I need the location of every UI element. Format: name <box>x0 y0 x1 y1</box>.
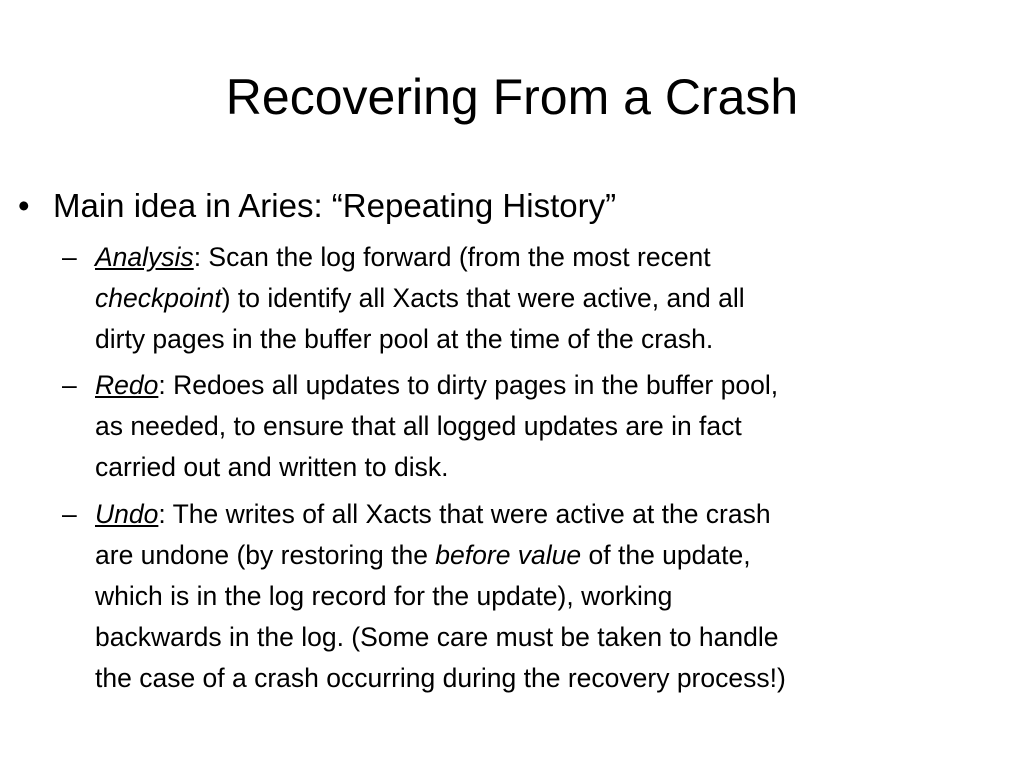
sub-bullet-dash: – <box>62 499 77 529</box>
undo-line-3: which is in the log record for the update), working <box>95 581 673 611</box>
bullet-dot: • <box>18 187 30 224</box>
before-value-term: before value <box>435 540 582 570</box>
redo-line-1 <box>95 365 778 406</box>
redo-line-1-text: : Redoes all updates to dirty pages in the buffer pool, <box>158 370 779 400</box>
sub-bullet-dash: – <box>62 242 77 272</box>
redo-line-3: carried out and written to disk. <box>95 452 449 482</box>
undo-line-4: backwards in the log. (Some care must be taken to handle <box>95 622 779 652</box>
undo-line-1-text: : The writes of all Xacts that were active at the crash <box>158 499 771 529</box>
undo-line-2 <box>95 535 751 576</box>
redo-line-2: as needed, to ensure that all logged updates are in fact <box>95 411 742 441</box>
redo-term: Redo <box>95 370 159 400</box>
checkpoint-term: checkpoint <box>95 283 222 313</box>
sub-bullet-dash: – <box>62 370 77 400</box>
analysis-line-2-text: ) to identify all Xacts that were active, and all <box>221 283 745 313</box>
analysis-term: Analysis <box>95 242 194 272</box>
undo-line-2-post: of the update, <box>581 540 751 570</box>
analysis-line-1 <box>95 237 711 278</box>
undo-line-1 <box>95 494 771 535</box>
analysis-line-2 <box>95 278 745 319</box>
main-bullet-text: Main idea in Aries: “Repeating History” <box>53 187 617 224</box>
undo-line-5: the case of a crash occurring during the recovery process!) <box>95 663 786 693</box>
undo-line-2-pre: are undone (by restoring the <box>95 540 436 570</box>
analysis-line-1-text: : Scan the log forward (from the most recent <box>193 242 711 272</box>
slide-title: Recovering From a Crash <box>225 69 799 125</box>
undo-term: Undo <box>95 499 159 529</box>
analysis-line-3: dirty pages in the buffer pool at the time of the crash. <box>95 324 714 354</box>
